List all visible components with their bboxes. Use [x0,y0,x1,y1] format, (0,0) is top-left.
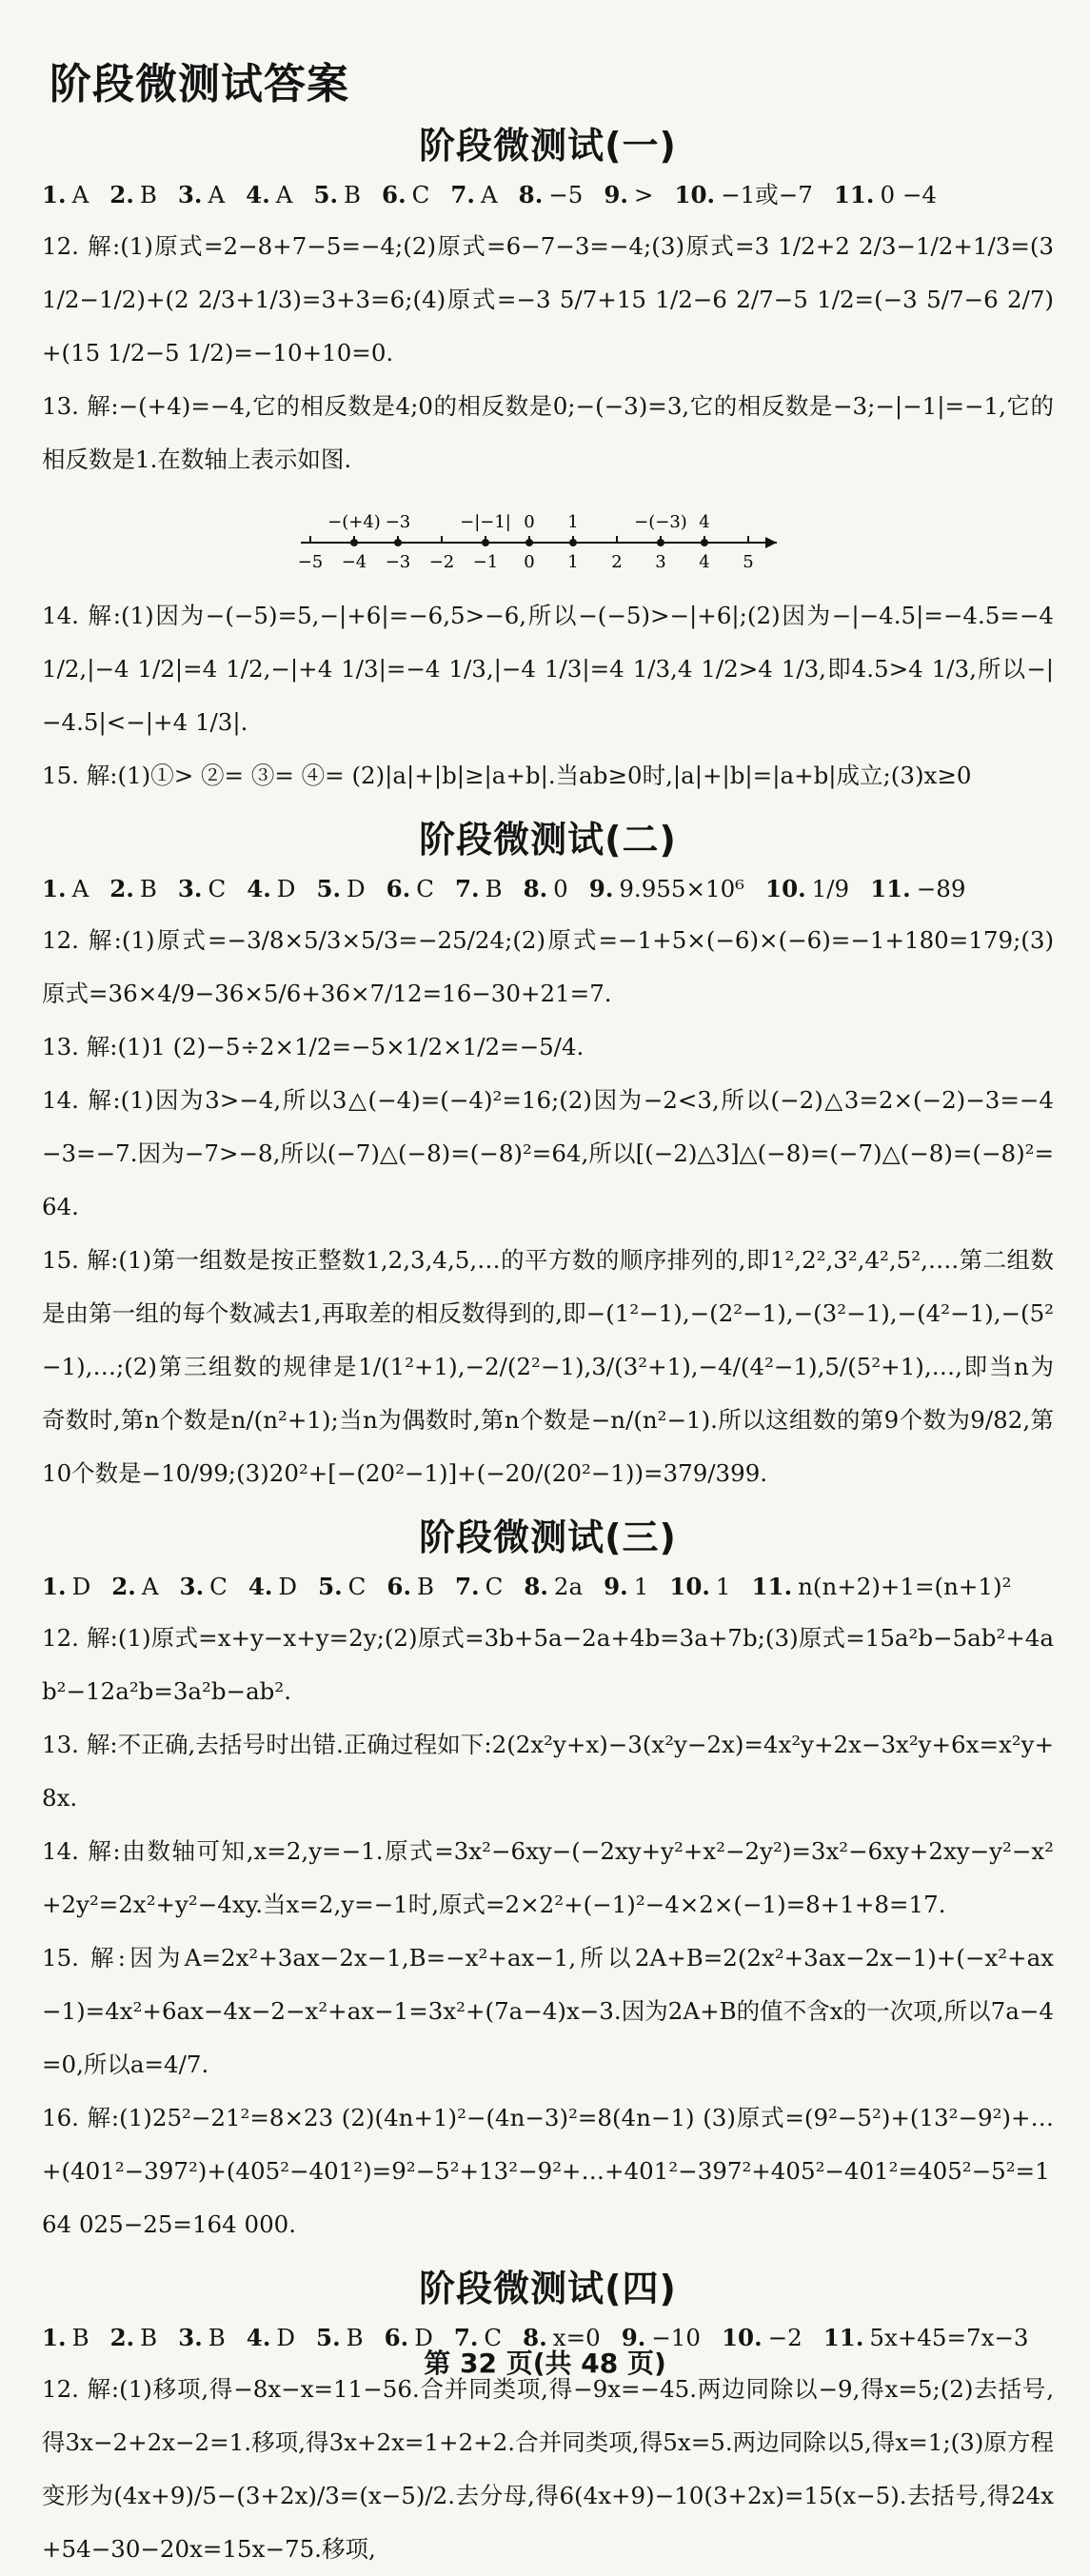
answer-paragraph: 12. 解:(1)移项,得−8x−x=11−56.合并同类项,得−9x=−45.两边同除以−9,得x=5;(2)去括号,得3x−2+2x−2=1.移项,得3x+2x=1+2+2.合并同类项,得5x=5.两边同除以5,得x=1;(3)原方程变形为(4x+9)/5−(3+2x)/3=(x−5)/2.去分母,得6(4x+9)−10(3+2x)=15(x−5).去括号,得24x+54−30−20x=15x−75.移项, [42,2375,1054,2563]
answer-paragraph: 14. 解:由数轴可知,x=2,y=−1.原式=3x²−6xy−(−2xy+y²+x²−2y²)=3x²−6xy+2xy−y²−x²+2y²=2x²+y²−4xy.当x=2,y=−1时,原式=2×2²+(−1)²−4×2×(−1)=8+1+8=17. [42,1837,1054,1918]
choice-item: 2. B [109,875,157,902]
choice-item: 1. B [42,2324,89,2351]
answer-paragraph: 13. 解:不正确,去括号时出错.正确过程如下:2(2x²y+x)−3(x²y−2x)=4x²y+2x−3x²y+6x=x²y+8x. [42,1731,1054,1812]
point-label: −(+4) [327,512,381,532]
point-label: −|−1| [459,512,511,532]
choice-item: 5. D [316,875,366,902]
choice-item: 9. 1 [604,1573,649,1600]
choice-item: 7. A [450,181,498,208]
choice-item: 10. 1/9 [765,875,850,902]
point-label: 1 [566,512,579,532]
number-line-point [569,539,577,546]
choice-item: 5. B [316,2324,364,2351]
choice-item: 7. B [455,875,503,902]
answer-paragraph: 12. 解:(1)原式=x+y−x+y=2y;(2)原式=3b+5a−2a+4b=3a+7b;(3)原式=15a²b−5ab²+4ab²−12a²b=3a²b−ab². [42,1624,1054,1705]
number-line-point [482,539,489,546]
choice-item: 6. C [386,875,434,902]
tick-label: −4 [341,552,367,572]
choice-item: 3. C [177,875,227,902]
choice-item: 1. D [42,1573,91,1600]
number-line-point [525,539,533,546]
choice-answers [42,870,1054,908]
point-label: 4 [698,512,710,532]
choice-item: 2. B [109,181,157,208]
choice-item: 3. C [179,1573,228,1600]
choice-item: 4. A [246,181,293,208]
answer-paragraph: 12. 解:(1)原式=2−8+7−5=−4;(2)原式=6−7−3=−4;(3)原式=3 1/2+2 2/3−1/2+1/3=(3 1/2−1/2)+(2 2/3+1/3)=3+3=6;(4)原式=−3 5/7+15 1/2−6 2/7−5 1/2=(−3 5/7−6 2/7)+(15 1/2−5 1/2)=−10+10=0. [42,232,1054,367]
choice-item: 5. B [313,181,362,208]
point-label: −(−3) [633,512,687,532]
number-line-point [394,539,402,546]
page-title: 阶段微测试答案 [50,60,349,109]
page-footer: 第 32 页(共 48 页) [424,2348,666,2379]
answer-paragraph: 15. 解:(1)第一组数是按正整数1,2,3,4,5,…的平方数的顺序排列的,即1²,2²,3²,4²,5²,….第二组数是由第一组的每个数减去1,再取差的相反数得到的,即−(1²−1),−(2²−1),−(3²−1),−(4²−1),−(5²−1),…;(2)第三组数的规律是1/(1²+1),−2/(2²−1),3/(3²+1),−4/(4²−1),5/(5²+1),…,即当n为奇数时,第n个数是n/(n²+1);当n为偶数时,第n个数是−n/(n²−1).所以这组数的第9个数为9/82,第10个数是−10/99;(3)20²+[−(20²−1)]+(−20/(20²−1))=379/399. [42,1246,1054,1487]
section-title: 阶段微测试(一) [419,125,677,167]
number-line-point [701,539,708,546]
choice-item: 4. D [247,875,296,902]
choice-item: 1. A [42,875,89,902]
tick-label: −5 [297,552,323,572]
tick-label: −2 [428,552,454,572]
choice-item: 4. D [246,2324,296,2351]
number-line-diagram [282,490,815,585]
choice-item: 11. 5x+45=7x−3 [822,2324,1029,2351]
tick-label: 5 [742,552,754,572]
choice-item: 7. C [453,2324,503,2351]
section-title: 阶段微测试(四) [419,2268,677,2309]
choice-item: 10. −2 [721,2324,803,2351]
choice-item: 8. 0 [523,875,568,902]
answer-paragraph: 12. 解:(1)原式=−3/8×5/3×5/3=−25/24;(2)原式=−1+5×(−6)×(−6)=−1+180=179;(3)原式=36×4/9−36×5/6+36×7/12=16−30+21=7. [42,926,1054,1007]
choice-item: 4. D [248,1573,298,1600]
choice-item: 2. A [111,1573,159,1600]
tick-label: 4 [698,552,710,572]
tick-label: 1 [566,552,579,572]
tick-label: −1 [472,552,498,572]
choice-item: 3. B [178,2324,226,2351]
tick-label: 0 [523,552,535,572]
choice-answers [42,1568,1054,1606]
choice-item: 6. D [384,2324,433,2351]
choice-item: 8. −5 [518,181,584,208]
choice-item: 8. x=0 [523,2324,601,2351]
tick-label: −3 [385,552,410,572]
choice-item: 11. n(n+2)+1=(n+1)² [751,1573,1012,1600]
section-3 [42,1508,1054,2251]
choice-item: 7. C [455,1573,504,1600]
choice-item: 11. 0 −4 [833,181,937,208]
choice-item: 8. 2a [524,1573,584,1600]
section-4 [42,2259,1054,2576]
section-1 [42,116,1054,803]
choice-item: 9. 9.955×10⁶ [588,875,745,902]
choice-item: 1. A [42,181,89,208]
choice-item: 3. A [177,181,226,208]
choice-item: 9. −10 [621,2324,701,2351]
answer-paragraph: 13. 解:−(+4)=−4,它的相反数是4;0的相反数是0;−(−3)=3,它的相反数是−3;−|−1|=−1,它的相反数是1.在数轴上表示如图. [42,392,1054,473]
choice-item: 10. −1或−7 [674,181,813,208]
section-title: 阶段微测试(二) [419,819,677,861]
tick-label: 3 [654,552,666,572]
choice-answers [42,176,1054,214]
answer-paragraph: 15. 解:(1)①> ②= ③= ④= (2)|a|+|b|≥|a+b|.当ab≥0时,|a|+|b|=|a+b|成立;(3)x≥0 [42,762,972,789]
answer-paragraph: 14. 解:(1)因为−(−5)=5,−|+6|=−6,5>−6,所以−(−5)>−|+6|;(2)因为−|−4.5|=−4.5=−4 1/2,|−4 1/2|=4 1/2,−|+4 1/3|=−4 1/3,|−4 1/3|=4 1/3,4 1/2>4 1/3,即4.5>4 1/3,所以−|−4.5|<−|+4 1/3|. [42,602,1054,736]
number-line-point [350,539,358,546]
answer-paragraph: 16. 解:(1)25²−21²=8×23 (2)(4n+1)²−(4n−3)²=8(4n−1) (3)原式=(9²−5²)+(13²−9²)+…+(401²−397²)+(405²−401²)=9²−5²+13²−9²+…+401²−397²+405²−401²=405²−5²=164 025−25=164 000. [42,2104,1054,2238]
choice-item: 2. B [109,2324,158,2351]
number-line-arrow [765,537,777,548]
choice-item: 9. > [604,181,654,208]
choice-item: 11. −89 [870,875,966,902]
point-label: −3 [385,512,410,532]
choice-item: 6. B [386,1573,434,1600]
answer-paragraph: 15. 解:因为A=2x²+3ax−2x−1,B=−x²+ax−1,所以2A+B=2(2x²+3ax−2x−1)+(−x²+ax−1)=4x²+6ax−4x−2−x²+ax−1=3x²+(7a−4)x−3.因为2A+B的值不含x的一次项,所以7a−4=0,所以a=4/7. [42,1944,1054,2078]
number-line-point [657,539,664,546]
choice-item: 5. C [318,1573,367,1600]
point-label: 0 [523,512,535,532]
section-2 [42,810,1054,1500]
choice-item: 6. C [382,181,430,208]
answer-paragraph: 13. 解:(1)1 (2)−5÷2×1/2=−5×1/2×1/2=−5/4. [42,1033,585,1060]
tick-label: 2 [610,552,623,572]
section-title: 阶段微测试(三) [419,1516,677,1558]
choice-item: 10. 1 [669,1573,731,1600]
answer-paragraph: 14. 解:(1)因为3>−4,所以3△(−4)=(−4)²=16;(2)因为−2<3,所以(−2)△3=2×(−2)−3=−4−3=−7.因为−7>−8,所以(−7)△(−8)=(−8)²=64,所以[(−2)△3]△(−8)=(−7)△(−8)=(−8)²=64. [42,1086,1054,1220]
